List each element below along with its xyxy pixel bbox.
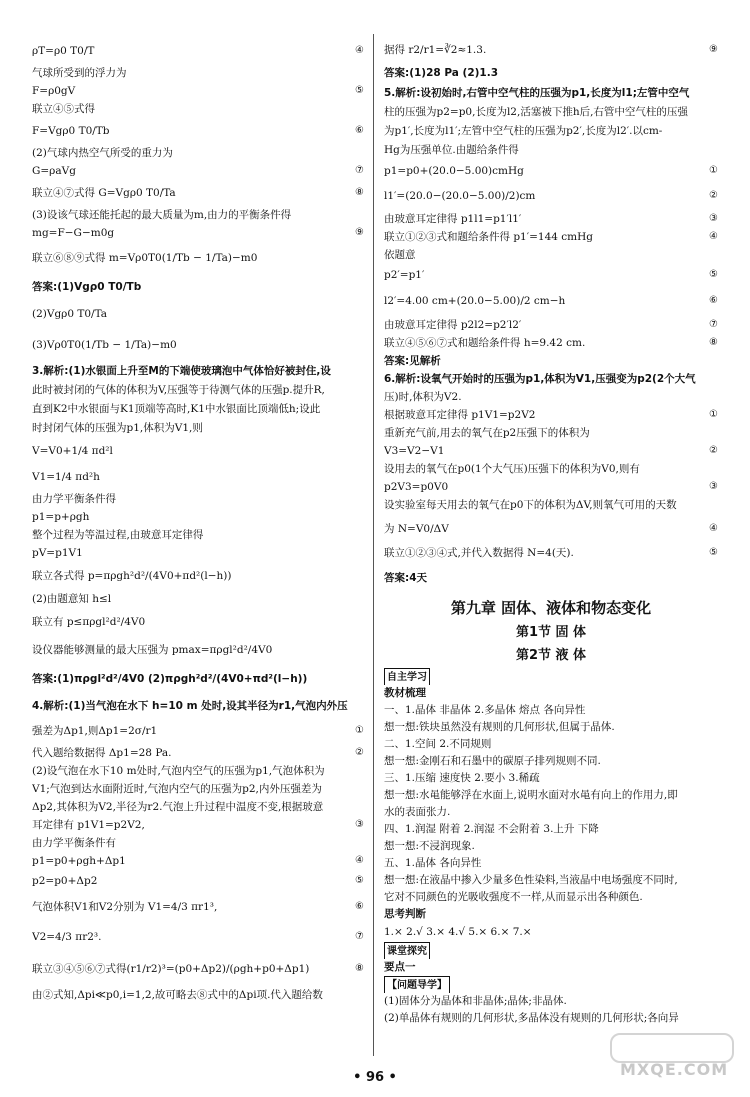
text-line xyxy=(32,362,364,381)
line-text: 联立各式得 p=πρgh²d²/(4V0+πd²(l−h)) xyxy=(32,570,232,582)
text-line xyxy=(384,719,718,736)
line-text: 1.× 2.√ 3.× 4.√ 5.× 6.× 7.× xyxy=(384,926,532,938)
text-line xyxy=(32,64,364,82)
text-line xyxy=(384,334,718,352)
equation-number: ③ xyxy=(709,481,718,492)
equation-number: ① xyxy=(709,409,718,420)
text-line xyxy=(32,608,364,636)
line-text: (2)气球内热空气所受的重力为 xyxy=(32,147,173,159)
right-column xyxy=(384,38,718,1027)
text-line xyxy=(32,300,364,328)
line-text: 5.解析:设初始时,右管中空气柱的压强为p1,长度为l1;左管中空气 xyxy=(384,87,690,99)
equation-number: ⑦ xyxy=(355,165,364,176)
line-text: 联立有 p≤πρgl²d²/4V0 xyxy=(32,616,146,628)
line-text: (3)Vρ0T0(1/Tb − 1/Ta)−m0 xyxy=(32,339,177,351)
line-text: 想一想:水黾能够浮在水面上,说明水面对水黾有向上的作用力,即 xyxy=(384,789,678,801)
equation-number: ④ xyxy=(709,523,718,534)
text-line xyxy=(32,438,364,464)
line-text: (2)设气泡在水下10 m处时,气泡内空气的压强为p1,气泡体积为 xyxy=(32,765,325,777)
text-line xyxy=(384,122,718,141)
section-title xyxy=(384,622,718,644)
line-text: 由玻意耳定律得 p2l2=p2′l2′ xyxy=(384,319,522,331)
text-line xyxy=(384,141,718,160)
text-line xyxy=(384,855,718,872)
line-text: (3)设该气球还能托起的最大质量为m,由力的平衡条件得 xyxy=(32,209,292,221)
watermark-text: MXQE.COM xyxy=(620,1060,729,1079)
equation-number: ⑥ xyxy=(709,295,718,306)
line-text: V2=4/3 πr2³. xyxy=(32,931,102,943)
equation-number: ④ xyxy=(355,855,364,866)
chapter-title xyxy=(384,594,718,622)
line-text: 联立④⑤式得 xyxy=(32,103,95,115)
line-text: p2=p0+Δp2 xyxy=(32,875,98,887)
line-text: 第九章 固体、液体和物态变化 xyxy=(450,599,652,617)
line-text: V=V0+1/4 πd²l xyxy=(32,445,113,457)
text-line xyxy=(32,206,364,224)
equation-number: ⑦ xyxy=(355,931,364,942)
text-line xyxy=(32,986,364,1004)
line-text: 由力学平衡条件有 xyxy=(32,837,116,849)
line-text: 直到K2中水银面与K1顶端等高时,K1中水银面比顶端低h;设此 xyxy=(32,403,321,415)
text-line xyxy=(384,424,718,442)
line-text: 一、1.晶体 非晶体 2.多晶体 熔点 各向异性 xyxy=(384,704,586,716)
line-text: p1=p0+(20.0−5.00)cmHg xyxy=(384,165,524,177)
text-line xyxy=(384,787,718,804)
line-text: 4.解析:(1)当气泡在水下 h=10 m 处时,设其半径为r1,气泡内外压 xyxy=(32,700,348,712)
text-line xyxy=(384,406,718,424)
line-text: 根据玻意耳定律得 p1V1=p2V2 xyxy=(384,409,536,421)
text-line xyxy=(384,103,718,122)
line-text: p1=p0+ρgh+Δp1 xyxy=(32,855,126,867)
left-column xyxy=(32,38,364,1004)
equation-number: ⑧ xyxy=(355,963,364,974)
text-line xyxy=(384,460,718,478)
line-text: 设仪器能够测量的最大压强为 pmax=πρgl²d²/4V0 xyxy=(32,644,273,656)
line-text: 时封闭气体的压强为p1,体积为V1,则 xyxy=(32,422,203,434)
text-line xyxy=(384,286,718,316)
line-text: Hg为压强单位.由题给条件得 xyxy=(384,144,519,156)
line-text: 整个过程为等温过程,由玻意耳定律得 xyxy=(32,529,204,541)
line-text: mg=F−G−m0g xyxy=(32,227,115,239)
equation-number: ⑤ xyxy=(355,85,364,96)
line-text: 气泡体积V1和V2分别为 V1=4/3 πr1³, xyxy=(32,901,218,913)
text-line xyxy=(32,744,364,762)
line-text: l2′=4.00 cm+(20.0−5.00)/2 cm−h xyxy=(384,295,566,307)
page-number: • 96 • xyxy=(353,1070,397,1085)
text-line xyxy=(32,636,364,664)
text-line xyxy=(32,762,364,780)
line-text: 水的表面张力. xyxy=(384,806,451,818)
text-line xyxy=(384,182,718,210)
line-text: 想一想:铁块虽然没有规则的几何形状,但属于晶体. xyxy=(384,721,615,733)
equation-number: ④ xyxy=(709,231,718,242)
text-line xyxy=(384,246,718,264)
line-text: 强差为Δp1,则Δp1=2σ/r1 xyxy=(32,725,158,737)
line-text: 第2节 液 体 xyxy=(515,648,587,663)
text-line xyxy=(384,923,718,942)
text-line xyxy=(32,242,364,274)
section-label xyxy=(384,976,718,993)
equation-number: ③ xyxy=(355,819,364,830)
line-text: 答案:(1)28 Pa (2)1.3 xyxy=(384,67,499,79)
line-text: 它对不同颜色的光吸收强度不一样,从而显示出各种颜色. xyxy=(384,891,643,903)
line-text: 联立①②③④式,并代入数据得 N=4(天). xyxy=(384,547,574,559)
line-text: 此时被封闭的气体的体积为V,压强等于待测气体的压强p.提升R, xyxy=(32,384,325,396)
line-text: 自主学习 xyxy=(384,668,430,685)
line-text: F=Vgρ0 T0/Tb xyxy=(32,125,110,137)
line-text: Δp2,其体积为V2,半径为r2.气泡上升过程中温度不变,根据玻意 xyxy=(32,801,324,813)
line-text: 第1节 固 体 xyxy=(515,625,587,640)
line-text: 教材梳理 xyxy=(384,687,426,699)
line-text: 【问题导学】 xyxy=(384,976,450,993)
equation-number: ② xyxy=(355,747,364,758)
line-text: ρT=ρ0 T0/T xyxy=(32,45,95,57)
text-line xyxy=(384,685,718,702)
text-line xyxy=(32,100,364,118)
text-line xyxy=(32,118,364,144)
line-text: 三、1.压缩 速度快 2.要小 3.稀疏 xyxy=(384,772,540,784)
line-text: V3=V2−V1 xyxy=(384,445,445,457)
text-line xyxy=(384,84,718,103)
text-line xyxy=(384,514,718,544)
text-line xyxy=(32,144,364,162)
text-line xyxy=(32,816,364,834)
text-line xyxy=(32,464,364,490)
text-line xyxy=(32,922,364,952)
line-text: 压)时,体积为V2. xyxy=(384,391,462,403)
text-line xyxy=(384,38,718,62)
text-line xyxy=(32,870,364,892)
column-divider xyxy=(373,34,374,1056)
text-line xyxy=(384,210,718,228)
line-text: 联立④⑤⑥⑦式和题给条件得 h=9.42 cm. xyxy=(384,337,586,349)
line-text: 联立④⑦式得 G=Vgρ0 T0/Ta xyxy=(32,187,176,199)
text-line xyxy=(384,264,718,286)
line-text: 6.解析:设氧气开始时的压强为p1,体积为V1,压强变为p2(2个大气 xyxy=(384,373,696,385)
line-text: 由玻意耳定律得 p1l1=p1′l1′ xyxy=(384,213,522,225)
equation-number: ③ xyxy=(709,213,718,224)
watermark-frame xyxy=(610,1033,734,1063)
text-line xyxy=(384,1010,718,1027)
equation-number: ⑤ xyxy=(709,547,718,558)
text-line xyxy=(384,496,718,514)
line-text: V1;气泡到达水面附近时,气泡内空气的压强为p2,内外压强差为 xyxy=(32,783,322,795)
text-line xyxy=(32,562,364,590)
line-text: 柱的压强为p2=p0,长度为l2,活塞被下推h后,右管中空气柱的压强 xyxy=(384,106,688,118)
equation-number: ⑦ xyxy=(709,319,718,330)
text-line xyxy=(32,162,364,180)
text-line xyxy=(32,664,364,694)
line-text: 答案:(1)Vgρ0 T0/Tb xyxy=(32,281,142,293)
section-title xyxy=(384,644,718,668)
equation-number: ⑥ xyxy=(355,125,364,136)
equation-number: ② xyxy=(709,445,718,456)
line-text: 代入题给数据得 Δp1=28 Pa. xyxy=(32,747,172,759)
text-line xyxy=(384,804,718,821)
text-line xyxy=(384,478,718,496)
text-line xyxy=(384,702,718,719)
text-line xyxy=(32,490,364,508)
line-text: p2′=p1′ xyxy=(384,269,425,281)
line-text: 联立⑥⑧⑨式得 m=Vρ0T0(1/Tb − 1/Ta)−m0 xyxy=(32,252,258,264)
text-line xyxy=(32,526,364,544)
line-text: p1=p+ρgh xyxy=(32,511,90,523)
line-text: 四、1.润湿 附着 2.润湿 不会附着 3.上升 下降 xyxy=(384,823,599,835)
text-line xyxy=(384,562,718,594)
text-line xyxy=(32,508,364,526)
text-line xyxy=(32,892,364,922)
line-text: 答案:4天 xyxy=(384,572,428,584)
line-text: 二、1.空间 2.不同规则 xyxy=(384,738,492,750)
line-text: 想一想:在液晶中掺入少量多色性染料,当液晶中电场强度不同时, xyxy=(384,874,678,886)
equation-number: ④ xyxy=(355,45,364,56)
line-text: V1=1/4 πd²h xyxy=(32,471,100,483)
equation-number: ⑥ xyxy=(355,901,364,912)
line-text: 设用去的氧气在p0(1个大气压)压强下的体积为V0,则有 xyxy=(384,463,640,475)
equation-number: ⑨ xyxy=(709,44,718,55)
line-text: 联立①②③式和题给条件得 p1′=144 cmHg xyxy=(384,231,594,243)
text-line xyxy=(32,798,364,816)
text-line xyxy=(384,906,718,923)
line-text: l1′=(20.0−(20.0−5.00)/2)cm xyxy=(384,190,536,202)
line-text: (1)固体分为晶体和非晶体;晶体;非晶体. xyxy=(384,995,567,1007)
text-line xyxy=(32,82,364,100)
line-text: (2)由题意知 h≤l xyxy=(32,593,112,605)
text-line xyxy=(384,370,718,388)
line-text: 设实验室每天用去的氧气在p0下的体积为ΔV,则氧气可用的天数 xyxy=(384,499,677,511)
text-line xyxy=(384,388,718,406)
line-text: 五、1.晶体 各向异性 xyxy=(384,857,482,869)
line-text: p2V3=p0V0 xyxy=(384,481,449,493)
line-text: 由力学平衡条件得 xyxy=(32,493,116,505)
text-line xyxy=(384,228,718,246)
text-line xyxy=(384,993,718,1010)
text-line xyxy=(32,400,364,419)
text-line xyxy=(384,544,718,562)
text-line xyxy=(32,834,364,852)
line-text: 气球所受到的浮力为 xyxy=(32,67,127,79)
text-line xyxy=(32,590,364,608)
line-text: 为p1′,长度为l1′;左管中空气柱的压强为p2′,长度为l2′.以cm- xyxy=(384,125,663,137)
equation-number: ⑤ xyxy=(709,269,718,280)
line-text: 想一想:不浸润现象. xyxy=(384,840,475,852)
line-text: 答案:见解析 xyxy=(384,355,441,367)
text-line xyxy=(384,442,718,460)
text-line xyxy=(32,274,364,300)
line-text: 由②式知,Δpi≪p0,i=1,2,故可略去⑧式中的Δpi项.代入题给数 xyxy=(32,989,323,1001)
line-text: 思考判断 xyxy=(384,908,426,920)
text-line xyxy=(32,381,364,400)
text-line xyxy=(384,770,718,787)
equation-number: ⑨ xyxy=(355,227,364,238)
text-line xyxy=(384,160,718,182)
line-text: 课堂探究 xyxy=(384,942,430,959)
line-text: 重新充气前,用去的氧气在p2压强下的体积为 xyxy=(384,427,590,439)
line-text: G=ρaVg xyxy=(32,165,76,177)
text-line xyxy=(384,736,718,753)
text-line xyxy=(384,959,718,976)
line-text: (2)Vgρ0 T0/Ta xyxy=(32,308,108,320)
text-line xyxy=(384,889,718,906)
text-line xyxy=(32,780,364,798)
line-text: 联立③④⑤⑥⑦式得(r1/r2)³=(p0+Δp2)/(ρgh+p0+Δp1) xyxy=(32,963,310,975)
section-label xyxy=(384,668,718,685)
line-text: 要点一 xyxy=(384,961,416,973)
text-line xyxy=(32,38,364,64)
text-line xyxy=(32,419,364,438)
line-text: F=ρ0gV xyxy=(32,85,76,97)
line-text: 依题意 xyxy=(384,249,416,261)
line-text: (2)单晶体有规则的几何形状,多晶体没有规则的几何形状;各向异 xyxy=(384,1012,679,1024)
text-line xyxy=(32,224,364,242)
equation-number: ① xyxy=(709,165,718,176)
line-text: 为 N=V0/ΔV xyxy=(384,523,449,535)
watermark-logo xyxy=(606,1033,736,1083)
equation-number: ① xyxy=(355,725,364,736)
text-line xyxy=(32,180,364,206)
text-line xyxy=(32,952,364,986)
equation-number: ② xyxy=(709,190,718,201)
equation-number: ⑤ xyxy=(355,875,364,886)
equation-number: ⑧ xyxy=(355,187,364,198)
text-line xyxy=(32,328,364,362)
text-line xyxy=(384,872,718,889)
line-text: 答案:(1)πρgl²d²/4V0 (2)πρgh²d²/(4V0+πd²(l−h)) xyxy=(32,673,308,685)
text-line xyxy=(32,694,364,718)
text-line xyxy=(384,821,718,838)
line-text: 3.解析:(1)水银面上升至M的下端使玻璃泡中气体恰好被封住,设 xyxy=(32,365,331,377)
text-line xyxy=(384,62,718,84)
line-text: 据得 r2/r1=∛2≈1.3. xyxy=(384,44,487,56)
text-line xyxy=(384,316,718,334)
text-line xyxy=(32,544,364,562)
line-text: pV=p1V1 xyxy=(32,547,83,559)
text-line xyxy=(384,753,718,770)
line-text: 耳定律有 p1V1=p2V2, xyxy=(32,819,145,831)
text-line xyxy=(384,838,718,855)
line-text: 想一想:金刚石和石墨中的碳原子排列规则不同. xyxy=(384,755,601,767)
equation-number: ⑧ xyxy=(709,337,718,348)
text-line xyxy=(384,352,718,370)
text-line xyxy=(32,718,364,744)
section-label xyxy=(384,942,718,959)
text-line xyxy=(32,852,364,870)
